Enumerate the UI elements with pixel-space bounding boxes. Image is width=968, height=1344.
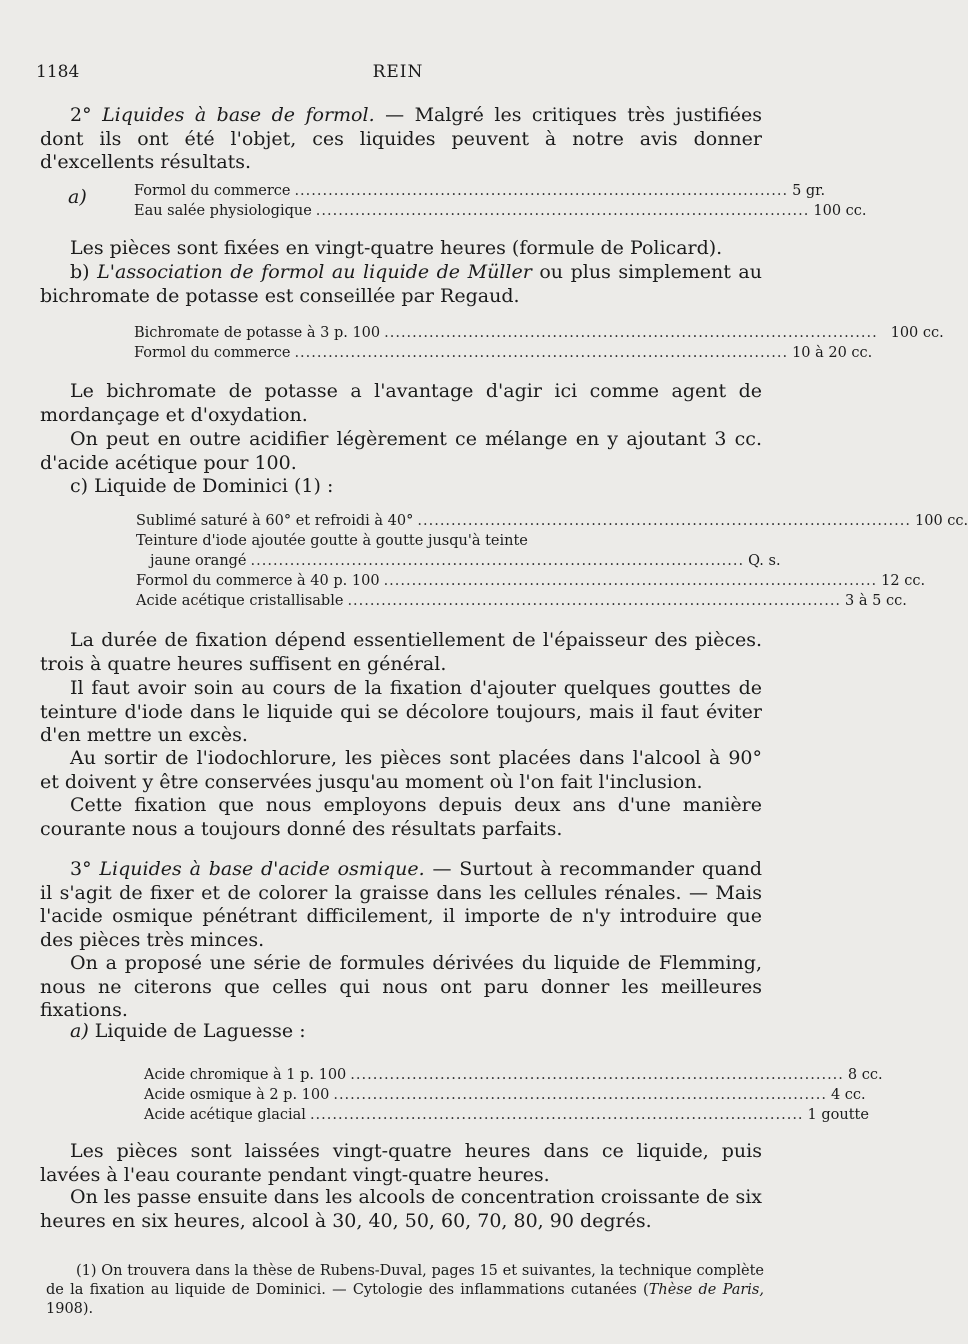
paragraph-b: b) L'association de formol au liquide de Müller ou plus simplement au bichromate de potasse est conseillée par Regaud. [40, 261, 763, 307]
formula-b [134, 323, 944, 363]
formula-row: jaune orangé ........................................................................................ Q. s. [150, 553, 781, 569]
formula-c [136, 511, 968, 611]
page-number: 1184 [36, 62, 80, 82]
section-3-intro: 3° Liquides à base d'acide osmique. — Surtout à recommander quand il s'agit de fixer et de colorer la graisse dans les cellules rénales. — Mais l'acide osmique pénétrant difficilement, il importe de n'y introduire que des pièces très minces. [40, 858, 762, 951]
formula-row: Formol du commerce ........................................................................................ 5 gr. [134, 183, 826, 199]
formula-row: Acide chromique à 1 p. 100 ........................................................................................ 8 cc. [144, 1067, 883, 1083]
paragraph: Les pièces sont fixées en vingt-quatre heures (formule de Policard). [70, 237, 723, 259]
formula-row: Teinture d'iode ajoutée goutte à goutte jusqu'à teinte [136, 533, 528, 549]
section-3-heading: Liquides à base d'acide osmique. [99, 858, 425, 880]
paragraph-a: a) Liquide de Laguesse : [70, 1020, 306, 1042]
formula-row: Acide acétique glacial ........................................................................................ 1 goutte [144, 1107, 869, 1123]
section-2-heading: Liquides à base de formol. [102, 104, 375, 126]
paragraph: Les pièces sont laissées vingt-quatre heures dans ce liquide, puis lavées à l'eau courante pendant vingt-quatre heures. [40, 1140, 762, 1186]
paragraph: Le bichromate de potasse a l'avantage d'agir ici comme agent de mordançage et d'oxydation. [40, 380, 762, 426]
page-header [36, 62, 760, 84]
paragraph: On les passe ensuite dans les alcools de concentration croissante de six heures en six heures, alcool à 30, 40, 50, 60, 70, 80, 90 degrés. [40, 1186, 762, 1232]
formula-row: Eau salée physiologique ........................................................................................ 100 cc. [134, 203, 867, 219]
paragraph-c: c) Liquide de Dominici (1) : [70, 475, 334, 497]
formula-row: Sublimé saturé à 60° et refroidi à 40° ........................................................................................ 100 cc. [136, 513, 968, 529]
formula-row: Acide osmique à 2 p. 100 ........................................................................................ 4 cc. [144, 1087, 866, 1103]
paragraph: Il faut avoir soin au cours de la fixation d'ajouter quelques gouttes de teinture d'iode dans le liquide qui se décolore toujours, mais il faut éviter d'en mettre un excès. [40, 677, 762, 746]
formula-row: Acide acétique cristallisable ........................................................................................ 3 à 5 cc. [136, 593, 907, 609]
paragraph: La durée de fixation dépend essentiellement de l'épaisseur des pièces. trois à quatre heures suffisent en général. [40, 629, 762, 675]
footnote: (1) On trouvera dans la thèse de Rubens-Duval, pages 15 et suivantes, la technique complète de la fixation au liquide de Dominici. — Cytologie des inflammations cutanées (Thèse de Paris, 1908). [46, 1263, 764, 1317]
running-title: REIN [372, 62, 424, 82]
section-2-intro: 2° Liquides à base de formol. — Malgré les critiques très justifiées dont ils ont été l'objet, ces liquides peuvent à notre avis donner d'excellents résultats. [40, 104, 762, 173]
paragraph: On peut en outre acidifier légèrement ce mélange en y ajoutant 3 cc. d'acide acétique pour 100. [40, 428, 762, 474]
paragraph: Au sortir de l'iodochlorure, les pièces sont placées dans l'alcool à 90° et doivent y être conservées jusqu'au moment où l'on fait l'inclusion. [40, 747, 762, 793]
formula-laguesse [144, 1065, 883, 1125]
formula-row: Bichromate de potasse à 3 p. 100 ........................................................................................ 100 cc. [134, 325, 944, 341]
formula-row: Formol du commerce à 40 p. 100 ........................................................................................ 12 cc. [136, 573, 926, 589]
paragraph: Cette fixation que nous employons depuis deux ans d'une manière courante nous a toujours donné des résultats parfaits. [40, 794, 762, 840]
formula-row: Formol du commerce ........................................................................................ 10 à 20 cc. [134, 345, 873, 361]
paragraph: On a proposé une série de formules dérivées du liquide de Flemming, nous ne citerons que celles qui nous ont paru donner les meilleures fixations. [40, 952, 762, 1021]
formula-a-marker: a) [68, 186, 87, 208]
formula-a [134, 181, 867, 221]
